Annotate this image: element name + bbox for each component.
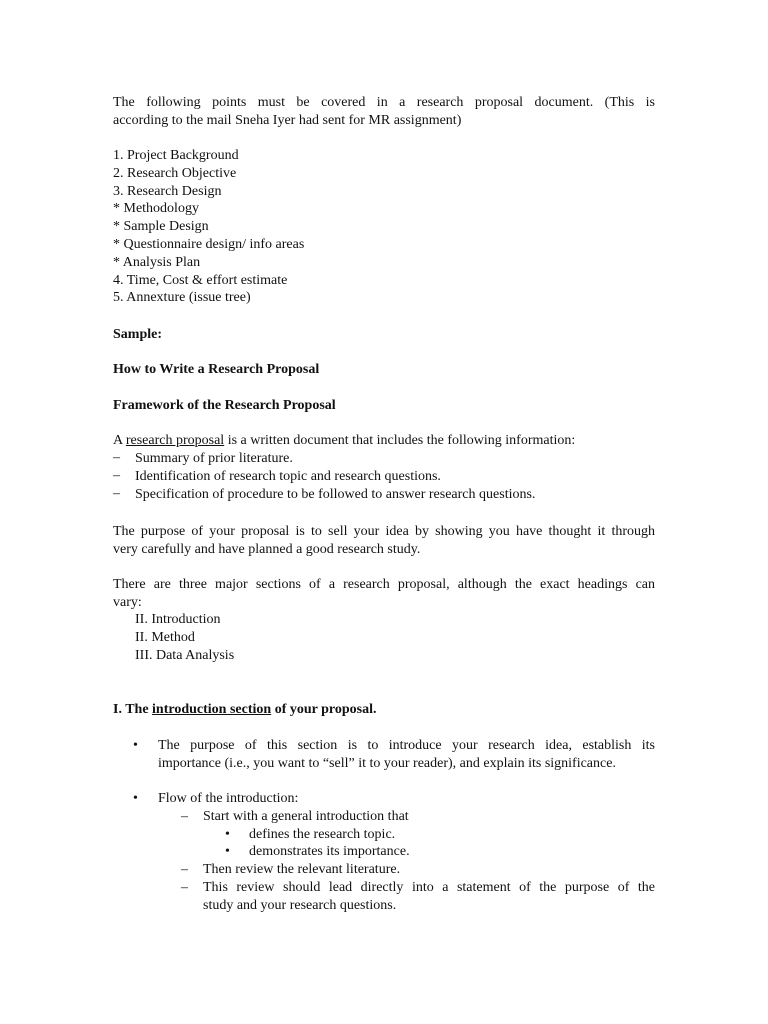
intro-line-2: according to the mail Sneha Iyer had sent for MR assignment) (113, 113, 462, 128)
section-item: II. Introduction (135, 612, 221, 627)
bullet-2-text: Flow of the introduction: (158, 791, 299, 806)
point-item: 5. Annexture (issue tree) (113, 290, 251, 305)
dash-marker: – (113, 486, 120, 501)
how-to-heading: How to Write a Research Proposal (113, 362, 320, 377)
dash-marker: – (181, 809, 188, 824)
point-item: 1. Project Background (113, 148, 239, 163)
heading-suffix: of your proposal. (271, 702, 377, 717)
point-item: 4. Time, Cost & effort estimate (113, 273, 288, 288)
flow-review: Then review the relevant literature. (203, 862, 401, 877)
framework-heading: Framework of the Research Proposal (113, 398, 336, 413)
bullet-marker: • (225, 844, 230, 859)
definition-item: Identification of research topic and research questions. (135, 469, 441, 484)
point-item: * Questionnaire design/ info areas (113, 237, 305, 252)
point-item: 2. Research Objective (113, 166, 237, 181)
bullet-1-line-2: importance (i.e., you want to “sell” it to your reader), and explain its significance. (158, 756, 616, 771)
flow-sub-item: defines the research topic. (249, 827, 396, 842)
bullet-1-line-1: The purpose of this section is to introduce your research idea, establish its (158, 738, 655, 753)
sample-heading: Sample: (113, 327, 162, 342)
dash-marker: – (181, 880, 188, 895)
bullet-marker: • (133, 791, 138, 806)
research-proposal-link[interactable]: research proposal (125, 433, 225, 448)
heading-prefix: I. The (113, 702, 153, 717)
definition-prefix: A (113, 433, 126, 448)
flow-lead-line-2: study and your research questions. (203, 898, 397, 913)
dash-marker: – (181, 862, 188, 877)
definition-suffix: is a written document that includes the following information: (224, 433, 576, 448)
section-item: II. Method (135, 630, 195, 645)
section-item: III. Data Analysis (135, 648, 235, 663)
point-item: * Sample Design (113, 219, 209, 234)
definition-item: Summary of prior literature. (135, 451, 293, 466)
point-item: * Methodology (113, 201, 199, 216)
bullet-marker: • (225, 827, 230, 842)
dash-marker: – (113, 450, 120, 465)
bullet-marker: • (133, 738, 138, 753)
introduction-section-link[interactable]: introduction section (152, 702, 272, 717)
intro-section-heading (113, 701, 376, 719)
purpose-line-2: very carefully and have planned a good research study. (113, 542, 421, 557)
sections-line-1: There are three major sections of a research proposal, although the exact headings can (113, 577, 655, 592)
flow-start: Start with a general introduction that (203, 809, 409, 824)
definition-line (113, 432, 575, 450)
intro-line-1: The following points must be covered in a research proposal document. (This is (113, 95, 655, 110)
dash-marker: – (113, 468, 120, 483)
flow-sub-item: demonstrates its importance. (249, 844, 410, 859)
definition-item: Specification of procedure to be followed to answer research questions. (135, 487, 536, 502)
sections-line-2: vary: (113, 595, 142, 610)
flow-lead-line-1: This review should lead directly into a statement of the purpose of the (203, 880, 655, 895)
point-item: * Analysis Plan (113, 255, 201, 270)
purpose-line-1: The purpose of your proposal is to sell your idea by showing you have thought it through (113, 524, 655, 539)
point-item: 3. Research Design (113, 184, 222, 199)
